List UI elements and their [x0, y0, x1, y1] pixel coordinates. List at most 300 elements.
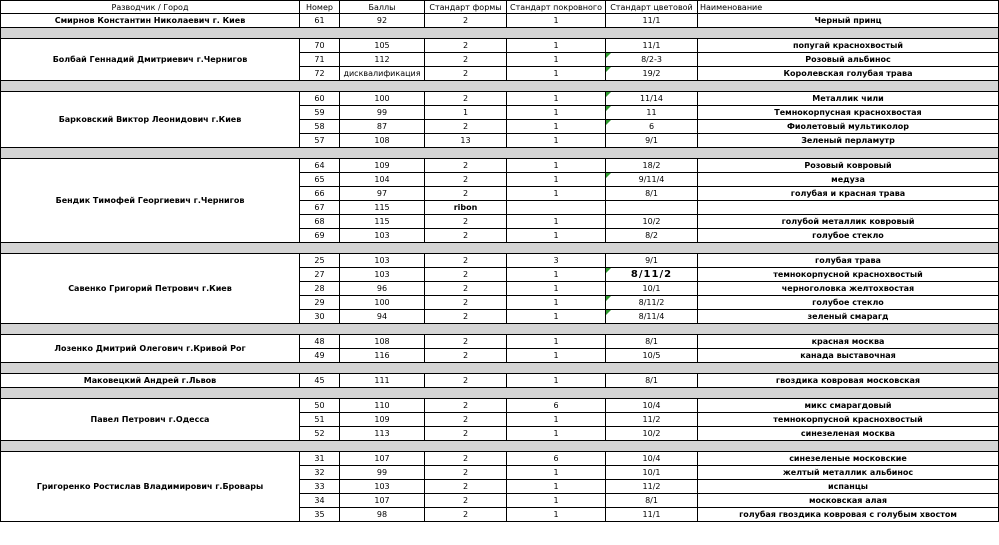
color-cell: [606, 310, 698, 324]
color-cell: [606, 215, 698, 229]
color-cell: [606, 282, 698, 296]
score-cell-text: 103: [374, 481, 390, 491]
number-cell: [300, 282, 340, 296]
form-cell-text: 13: [460, 135, 471, 145]
title-cell: [698, 508, 999, 522]
color-cell-text: 11/1: [642, 15, 661, 25]
form-cell-text: 2: [462, 54, 469, 64]
comment-flag-icon: [606, 173, 611, 178]
color-cell: [606, 374, 698, 388]
number-cell: [300, 173, 340, 187]
number-cell-text: 32: [314, 467, 325, 477]
title-cell-text: синезеленые московские: [789, 453, 907, 463]
score-cell-text: 108: [374, 135, 390, 145]
color-cell-text: 11/2: [642, 481, 661, 491]
title-cell: [698, 413, 999, 427]
separator-cell: [1, 243, 999, 254]
group-separator: [1, 148, 999, 159]
group-separator: [1, 441, 999, 452]
breeder-cell: Лозенко Дмитрий Олегович г.Кривой Рог: [1, 335, 300, 363]
form-cell-text: 2: [462, 400, 469, 410]
title-cell-text: голубое стекло: [812, 230, 884, 240]
form-cell: [425, 92, 507, 106]
cover-cell: [507, 14, 606, 28]
score-cell-text: 98: [376, 509, 388, 519]
form-cell-text: 2: [462, 216, 469, 226]
title-cell-text: красная москва: [811, 336, 885, 346]
title-cell: [698, 399, 999, 413]
title-cell: [698, 159, 999, 173]
title-cell: [698, 229, 999, 243]
title-cell: [698, 254, 999, 268]
form-cell-text: 2: [462, 375, 469, 385]
score-cell-text: 111: [374, 375, 390, 385]
color-cell-text: 8/11/2: [638, 297, 665, 307]
number-cell-text: 31: [314, 453, 325, 463]
score-cell: [340, 67, 425, 81]
title-cell: [698, 134, 999, 148]
title-cell-text: Розовый ковровый: [804, 160, 892, 170]
title-cell-text: Розовый альбинос: [805, 54, 891, 64]
number-cell: [300, 67, 340, 81]
cover-cell: [507, 494, 606, 508]
score-cell: [340, 349, 425, 363]
number-cell: [300, 106, 340, 120]
cover-cell: [507, 282, 606, 296]
number-cell: [300, 466, 340, 480]
form-cell-text: 2: [462, 188, 469, 198]
score-cell-text: 94: [376, 311, 388, 321]
comment-flag-icon: [606, 296, 611, 301]
breeder-cell: Савенко Григорий Петрович г.Киев: [1, 254, 300, 324]
number-cell: [300, 53, 340, 67]
score-cell-text: 104: [374, 174, 390, 184]
color-cell-text: 8/11/4: [638, 311, 665, 321]
score-cell: [340, 201, 425, 215]
form-cell-text: 2: [462, 467, 469, 477]
cover-cell-text: 1: [553, 297, 559, 307]
color-cell-text: 8/1: [645, 336, 658, 346]
color-cell: [606, 508, 698, 522]
title-cell-text: канада выставочная: [800, 350, 896, 360]
cover-cell: [507, 187, 606, 201]
title-cell-text: синезеленая москва: [800, 428, 896, 438]
title-cell: [698, 215, 999, 229]
title-cell: [698, 14, 999, 28]
group-separator: [1, 388, 999, 399]
cover-cell-text: 3: [553, 255, 559, 265]
score-cell-text: 115: [374, 202, 390, 212]
score-cell-text: 97: [376, 188, 388, 198]
number-cell: [300, 374, 340, 388]
title-cell: [698, 335, 999, 349]
cover-cell: [507, 296, 606, 310]
form-cell: [425, 452, 507, 466]
form-cell-text: 2: [462, 40, 469, 50]
cover-cell-text: 1: [553, 121, 559, 131]
cover-cell-text: 1: [553, 375, 559, 385]
form-cell: [425, 413, 507, 427]
form-cell-text: 2: [462, 495, 469, 505]
score-cell: [340, 120, 425, 134]
title-cell: [698, 296, 999, 310]
form-cell: [425, 374, 507, 388]
cover-cell: [507, 67, 606, 81]
header-name: Наименование: [698, 1, 999, 14]
title-cell-text: темнокорпусной красноxвостый: [773, 414, 923, 424]
form-cell: [425, 134, 507, 148]
cover-cell: [507, 335, 606, 349]
group-separator: [1, 324, 999, 335]
color-cell-text: 11/1: [642, 40, 661, 50]
cover-cell: [507, 413, 606, 427]
title-cell-text: голубое стекло: [812, 297, 884, 307]
number-cell: [300, 159, 340, 173]
color-cell: [606, 335, 698, 349]
title-cell-text: голубая трава: [815, 255, 881, 265]
comment-flag-icon: [606, 106, 611, 111]
score-cell-text: 87: [376, 121, 388, 131]
title-cell-text: Темнокорпусная красноxвостая: [774, 107, 922, 117]
score-cell-text: 116: [374, 350, 390, 360]
cover-cell-text: 1: [553, 428, 559, 438]
title-cell-text: медуза: [831, 174, 865, 184]
title-cell-text: испанцы: [828, 481, 868, 491]
score-cell-text: 100: [374, 93, 390, 103]
number-cell-text: 68: [314, 216, 325, 226]
form-cell-text: 2: [462, 509, 469, 519]
cover-cell: [507, 134, 606, 148]
color-cell-text: 8/1: [645, 188, 658, 198]
form-cell: [425, 268, 507, 282]
breeder-cell: Маковецкий Андрей г.Львов: [1, 374, 300, 388]
title-cell: [698, 53, 999, 67]
number-cell-text: 51: [314, 414, 325, 424]
cover-cell-text: 1: [553, 15, 559, 25]
number-cell: [300, 229, 340, 243]
table-row: [1, 92, 999, 106]
breeder-cell: Павел Петрович г.Одесса: [1, 399, 300, 441]
color-cell: [606, 106, 698, 120]
number-cell: [300, 494, 340, 508]
breeder-cell: Бендик Тимофей Георгиевич г.Чернигов: [1, 159, 300, 243]
comment-flag-icon: [606, 53, 611, 58]
number-cell-text: 64: [314, 160, 325, 170]
form-cell: [425, 508, 507, 522]
title-cell: [698, 268, 999, 282]
form-cell: [425, 399, 507, 413]
form-cell-text: 2: [462, 414, 469, 424]
form-cell-text: 1: [462, 107, 469, 117]
cover-cell: [507, 159, 606, 173]
score-cell-text: 103: [374, 255, 390, 265]
title-cell-text: попугай красноxвостый: [793, 40, 903, 50]
cover-cell: [507, 53, 606, 67]
form-cell-text: 2: [462, 336, 469, 346]
cover-cell-text: 1: [553, 336, 559, 346]
form-cell: [425, 480, 507, 494]
number-cell: [300, 335, 340, 349]
score-cell: [340, 494, 425, 508]
cover-cell: [507, 349, 606, 363]
cover-cell: [507, 452, 606, 466]
cover-cell: [507, 39, 606, 53]
score-cell: [340, 282, 425, 296]
cover-cell-text: 1: [553, 107, 559, 117]
separator-cell: [1, 28, 999, 39]
table-row: [1, 39, 999, 53]
title-cell-text: черноголовка желтоxвостая: [781, 283, 915, 293]
color-cell-text: 8/2: [645, 230, 658, 240]
color-cell-text: 9/1: [645, 255, 658, 265]
form-cell: [425, 296, 507, 310]
score-cell: [340, 335, 425, 349]
color-cell: [606, 67, 698, 81]
score-cell: [340, 508, 425, 522]
form-cell: [425, 173, 507, 187]
comment-flag-icon: [606, 268, 611, 273]
comment-flag-icon: [606, 67, 611, 72]
number-cell: [300, 39, 340, 53]
score-cell: [340, 399, 425, 413]
separator-cell: [1, 81, 999, 92]
cover-cell: [507, 399, 606, 413]
cover-cell-text: 1: [553, 230, 559, 240]
score-cell: [340, 39, 425, 53]
score-cell: [340, 452, 425, 466]
form-cell: [425, 39, 507, 53]
title-cell-text: гвоздика ковровая московская: [775, 375, 921, 385]
table-row: [1, 452, 999, 466]
score-cell-text: 109: [374, 160, 390, 170]
cover-cell-text: 6: [553, 453, 559, 463]
form-cell: [425, 427, 507, 441]
title-cell: [698, 466, 999, 480]
breeder-cell: Смирнов Константин Николаевич г. Киев: [1, 14, 300, 28]
cover-cell-text: 1: [553, 160, 559, 170]
form-cell-text: 2: [462, 297, 469, 307]
breeder-cell: Григоренко Ростислав Владимирович г.Бровары: [1, 452, 300, 522]
number-cell-text: 65: [314, 174, 325, 184]
color-cell: [606, 134, 698, 148]
score-cell-text: 113: [374, 428, 390, 438]
number-cell-text: 57: [314, 135, 325, 145]
number-cell-text: 30: [314, 311, 325, 321]
color-cell: [606, 427, 698, 441]
number-cell: [300, 215, 340, 229]
number-cell-text: 34: [314, 495, 325, 505]
title-cell: [698, 187, 999, 201]
breeder-cell: Болбай Геннадий Дмитриевич г.Чернигов: [1, 39, 300, 81]
color-cell: [606, 466, 698, 480]
number-cell: [300, 254, 340, 268]
cover-cell: [507, 268, 606, 282]
color-cell: [606, 452, 698, 466]
score-cell: [340, 14, 425, 28]
score-cell: [340, 480, 425, 494]
cover-cell-text: 1: [553, 93, 559, 103]
title-cell-text: Черный принц: [814, 15, 882, 25]
color-cell: [606, 120, 698, 134]
form-cell-text: 2: [462, 121, 469, 131]
cover-cell-text: 1: [553, 495, 559, 505]
cover-cell: [507, 480, 606, 494]
group-separator: [1, 28, 999, 39]
score-cell: [340, 254, 425, 268]
title-cell-text: желтый металлик альбинос: [782, 467, 914, 477]
number-cell: [300, 399, 340, 413]
form-cell-text: 2: [462, 350, 469, 360]
score-cell-text: 100: [374, 297, 390, 307]
score-cell-text: 115: [374, 216, 390, 226]
form-cell-text: 2: [462, 453, 469, 463]
color-cell-text: 9/1: [645, 135, 658, 145]
cover-cell-text: 1: [553, 188, 559, 198]
group-separator: [1, 363, 999, 374]
form-cell-text: 2: [462, 428, 469, 438]
color-cell-text: 11: [646, 107, 657, 117]
cover-cell: [507, 120, 606, 134]
form-cell-text: 2: [462, 255, 469, 265]
comment-flag-icon: [606, 120, 611, 125]
color-cell-text: 18/2: [642, 160, 661, 170]
number-cell-text: 66: [314, 188, 325, 198]
score-cell: [340, 296, 425, 310]
score-cell: [340, 466, 425, 480]
title-cell: [698, 120, 999, 134]
color-cell-text: 10/5: [642, 350, 661, 360]
table-row: [1, 14, 999, 28]
form-cell-text: 2: [462, 68, 469, 78]
number-cell-text: 58: [314, 121, 325, 131]
number-cell-text: 35: [314, 509, 325, 519]
title-cell: [698, 480, 999, 494]
table-row: [1, 399, 999, 413]
color-cell-text: 8/11/2: [630, 268, 673, 280]
color-cell-text: 11/1: [642, 509, 661, 519]
title-cell-text: голубой металлик ковровый: [781, 216, 915, 226]
color-cell-text: 10/1: [642, 467, 661, 477]
title-cell-text: Королевская голубая трава: [783, 68, 913, 78]
form-cell: [425, 494, 507, 508]
cover-cell: [507, 466, 606, 480]
form-cell: [425, 282, 507, 296]
cover-cell: [507, 173, 606, 187]
form-cell: [425, 466, 507, 480]
header-color: Стандарт цветовой: [606, 1, 698, 14]
group-separator: [1, 81, 999, 92]
color-cell: [606, 187, 698, 201]
score-cell-text: 109: [374, 414, 390, 424]
number-cell-text: 29: [314, 297, 325, 307]
table-row: [1, 254, 999, 268]
number-cell-text: 45: [314, 375, 325, 385]
color-cell: [606, 268, 698, 282]
color-cell: [606, 92, 698, 106]
score-cell-text: 105: [374, 40, 390, 50]
cover-cell-text: 1: [553, 68, 559, 78]
number-cell-text: 52: [314, 428, 325, 438]
number-cell-text: 71: [314, 54, 325, 64]
header-number: Номер: [300, 1, 340, 14]
cover-cell-text: 1: [553, 350, 559, 360]
table-body: [1, 14, 999, 522]
form-cell-text: 2: [462, 283, 469, 293]
header-form: Стандарт формы: [425, 1, 507, 14]
color-cell: [606, 14, 698, 28]
title-cell: [698, 452, 999, 466]
title-cell: [698, 201, 999, 215]
header-row: [1, 1, 999, 14]
color-cell-text: 10/2: [642, 428, 661, 438]
form-cell-text: 2: [462, 160, 469, 170]
title-cell-text: Фиолетовый мультиколор: [786, 121, 910, 131]
separator-cell: [1, 148, 999, 159]
title-cell: [698, 92, 999, 106]
number-cell: [300, 349, 340, 363]
number-cell: [300, 480, 340, 494]
number-cell: [300, 187, 340, 201]
cover-cell: [507, 508, 606, 522]
cover-cell-text: 1: [553, 216, 559, 226]
cover-cell-text: 1: [553, 174, 559, 184]
title-cell: [698, 494, 999, 508]
color-cell-text: 10/4: [642, 400, 661, 410]
number-cell-text: 50: [314, 400, 325, 410]
cover-cell-text: 1: [553, 414, 559, 424]
comment-flag-icon: [606, 310, 611, 315]
number-cell-text: 72: [314, 68, 325, 78]
number-cell: [300, 134, 340, 148]
score-cell-text: 107: [374, 453, 390, 463]
cover-cell-text: 1: [553, 481, 559, 491]
cover-cell-text: 6: [553, 400, 559, 410]
number-cell-text: 49: [314, 350, 325, 360]
cover-cell: [507, 310, 606, 324]
number-cell-text: 25: [314, 255, 325, 265]
cover-cell-text: 1: [553, 311, 559, 321]
score-cell: [340, 53, 425, 67]
separator-cell: [1, 324, 999, 335]
score-cell: [340, 215, 425, 229]
number-cell-text: 69: [314, 230, 325, 240]
form-cell-text: 2: [462, 269, 469, 279]
number-cell: [300, 14, 340, 28]
cover-cell: [507, 201, 606, 215]
title-cell-text: голубая и красная трава: [790, 188, 906, 198]
score-cell: [340, 159, 425, 173]
title-cell: [698, 310, 999, 324]
color-cell-text: 8/2-3: [641, 54, 662, 64]
cover-cell: [507, 229, 606, 243]
score-cell: [340, 427, 425, 441]
score-cell-text: 107: [374, 495, 390, 505]
score-cell: [340, 229, 425, 243]
table-row: [1, 335, 999, 349]
color-cell-text: 10/2: [642, 216, 661, 226]
color-cell-text: 11/2: [642, 414, 661, 424]
table-row: [1, 374, 999, 388]
number-cell: [300, 427, 340, 441]
cover-cell-text: 1: [553, 509, 559, 519]
color-cell: [606, 254, 698, 268]
cover-cell: [507, 374, 606, 388]
group-separator: [1, 243, 999, 254]
form-cell: [425, 187, 507, 201]
title-cell: [698, 282, 999, 296]
color-cell-text: 10/1: [642, 283, 661, 293]
color-cell: [606, 201, 698, 215]
